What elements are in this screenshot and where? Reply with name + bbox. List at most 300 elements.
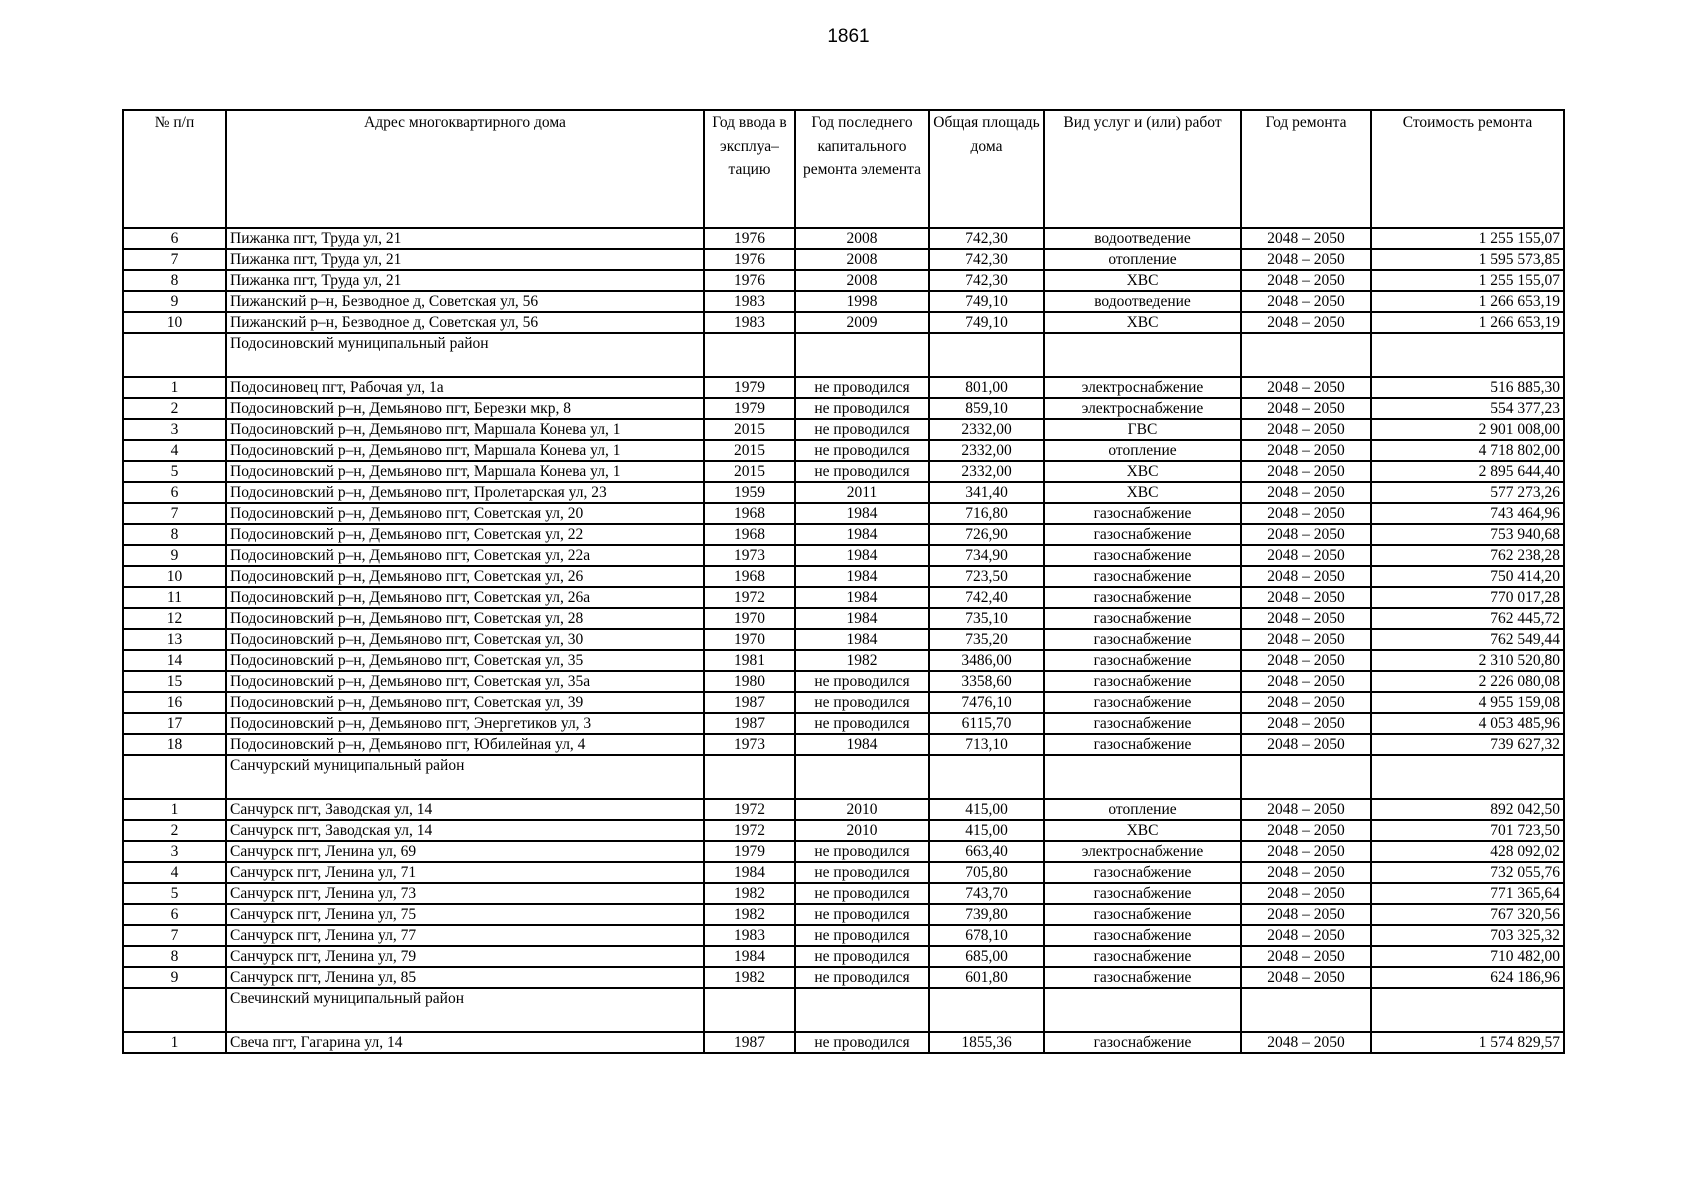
cell-area: 749,10 bbox=[929, 312, 1044, 333]
table-row bbox=[123, 587, 1564, 608]
cell-cost: 701 723,50 bbox=[1371, 820, 1564, 841]
cell-address: Санчурск пгт, Заводская ул, 14 bbox=[226, 799, 704, 820]
cell-period: 2048 – 2050 bbox=[1241, 545, 1371, 566]
cell-area: 749,10 bbox=[929, 291, 1044, 312]
table-row bbox=[123, 820, 1564, 841]
cell-address: Санчурск пгт, Ленина ул, 73 bbox=[226, 883, 704, 904]
cell-address: Подосиновский р–н, Демьяново пгт, Советская ул, 30 bbox=[226, 629, 704, 650]
cell-num: 9 bbox=[123, 967, 226, 988]
cell-year-built: 1987 bbox=[704, 713, 795, 734]
cell-last-repair: 2008 bbox=[795, 270, 929, 291]
cell-num bbox=[123, 333, 226, 377]
header-address: Адрес многоквартирного дома bbox=[226, 110, 704, 228]
cell-num: 13 bbox=[123, 629, 226, 650]
cell-area: 341,40 bbox=[929, 482, 1044, 503]
cell-year-built: 2015 bbox=[704, 461, 795, 482]
table-row bbox=[123, 419, 1564, 440]
cell-num: 3 bbox=[123, 841, 226, 862]
cell-cost: 4 955 159,08 bbox=[1371, 692, 1564, 713]
cell-work: ХВС bbox=[1044, 312, 1241, 333]
table-row bbox=[123, 503, 1564, 524]
cell-num: 12 bbox=[123, 608, 226, 629]
cell-area: 735,10 bbox=[929, 608, 1044, 629]
cell-work: электроснабжение bbox=[1044, 398, 1241, 419]
cell-work: ХВС bbox=[1044, 820, 1241, 841]
cell-address: Санчурск пгт, Ленина ул, 85 bbox=[226, 967, 704, 988]
cell-work: ХВС bbox=[1044, 482, 1241, 503]
cell-year-built: 1976 bbox=[704, 228, 795, 249]
cell-area: 742,30 bbox=[929, 249, 1044, 270]
cell-last-repair: 2008 bbox=[795, 228, 929, 249]
cell-num: 7 bbox=[123, 503, 226, 524]
header-last-repair: Год последнего капитального ремонта элемента bbox=[795, 110, 929, 228]
cell-cost: 1 266 653,19 bbox=[1371, 312, 1564, 333]
cell-last-repair: 1984 bbox=[795, 545, 929, 566]
cell-num: 18 bbox=[123, 734, 226, 755]
cell-period: 2048 – 2050 bbox=[1241, 440, 1371, 461]
cell-year-built: 1982 bbox=[704, 883, 795, 904]
cell-cost: 762 238,28 bbox=[1371, 545, 1564, 566]
cell-work: газоснабжение bbox=[1044, 566, 1241, 587]
cell-area: 713,10 bbox=[929, 734, 1044, 755]
cell-area: 742,40 bbox=[929, 587, 1044, 608]
cell-period: 2048 – 2050 bbox=[1241, 419, 1371, 440]
cell-num: 11 bbox=[123, 587, 226, 608]
district-header-row bbox=[123, 988, 1564, 1032]
cell-period: 2048 – 2050 bbox=[1241, 291, 1371, 312]
cell-area: 2332,00 bbox=[929, 440, 1044, 461]
cell-num bbox=[123, 755, 226, 799]
table-row bbox=[123, 671, 1564, 692]
cell-year-built bbox=[704, 988, 795, 1032]
cell-address: Подосиновский р–н, Демьяново пгт, Советская ул, 22 bbox=[226, 524, 704, 545]
cell-address: Пижанка пгт, Труда ул, 21 bbox=[226, 228, 704, 249]
table-row bbox=[123, 862, 1564, 883]
cell-address: Подосиновский р–н, Демьяново пгт, Советская ул, 28 bbox=[226, 608, 704, 629]
cell-area: 734,90 bbox=[929, 545, 1044, 566]
table-row bbox=[123, 841, 1564, 862]
cell-work: отопление bbox=[1044, 440, 1241, 461]
cell-area: 2332,00 bbox=[929, 461, 1044, 482]
cell-period: 2048 – 2050 bbox=[1241, 904, 1371, 925]
cell-work: газоснабжение bbox=[1044, 608, 1241, 629]
cell-year-built: 1970 bbox=[704, 608, 795, 629]
cell-last-repair: 2011 bbox=[795, 482, 929, 503]
cell-year-built: 1979 bbox=[704, 377, 795, 398]
cell-last-repair: 1984 bbox=[795, 734, 929, 755]
cell-work: газоснабжение bbox=[1044, 1032, 1241, 1053]
cell-last-repair: не проводился bbox=[795, 862, 929, 883]
cell-last-repair bbox=[795, 333, 929, 377]
cell-period: 2048 – 2050 bbox=[1241, 249, 1371, 270]
table-row bbox=[123, 461, 1564, 482]
cell-period: 2048 – 2050 bbox=[1241, 312, 1371, 333]
cell-last-repair: 1982 bbox=[795, 650, 929, 671]
cell-address: Подосиновский р–н, Демьяново пгт, Березки мкр, 8 bbox=[226, 398, 704, 419]
cell-last-repair: не проводился bbox=[795, 904, 929, 925]
cell-area: 1855,36 bbox=[929, 1032, 1044, 1053]
header-area: Общая площадь дома bbox=[929, 110, 1044, 228]
table-row bbox=[123, 713, 1564, 734]
cell-year-built: 1982 bbox=[704, 904, 795, 925]
cell-area: 705,80 bbox=[929, 862, 1044, 883]
cell-address: Подосиновец пгт, Рабочая ул, 1а bbox=[226, 377, 704, 398]
cell-last-repair: не проводился bbox=[795, 461, 929, 482]
cell-last-repair: не проводился bbox=[795, 692, 929, 713]
cell-period: 2048 – 2050 bbox=[1241, 270, 1371, 291]
cell-year-built: 1968 bbox=[704, 524, 795, 545]
cell-num: 8 bbox=[123, 524, 226, 545]
cell-cost bbox=[1371, 755, 1564, 799]
cell-area bbox=[929, 988, 1044, 1032]
cell-address: Подосиновский р–н, Демьяново пгт, Советская ул, 20 bbox=[226, 503, 704, 524]
cell-period: 2048 – 2050 bbox=[1241, 650, 1371, 671]
table-row bbox=[123, 482, 1564, 503]
cell-num: 8 bbox=[123, 946, 226, 967]
table-row bbox=[123, 524, 1564, 545]
table-row bbox=[123, 650, 1564, 671]
cell-cost: 770 017,28 bbox=[1371, 587, 1564, 608]
cell-period: 2048 – 2050 bbox=[1241, 629, 1371, 650]
cell-last-repair: не проводился bbox=[795, 1032, 929, 1053]
cell-work: газоснабжение bbox=[1044, 692, 1241, 713]
table-row bbox=[123, 734, 1564, 755]
cell-work: газоснабжение bbox=[1044, 925, 1241, 946]
cell-area bbox=[929, 333, 1044, 377]
cell-work: газоснабжение bbox=[1044, 946, 1241, 967]
header-period: Год ремонта bbox=[1241, 110, 1371, 228]
cell-address: Пижанка пгт, Труда ул, 21 bbox=[226, 249, 704, 270]
cell-area: 663,40 bbox=[929, 841, 1044, 862]
cell-period bbox=[1241, 755, 1371, 799]
cell-num bbox=[123, 988, 226, 1032]
cell-num: 14 bbox=[123, 650, 226, 671]
table-row bbox=[123, 377, 1564, 398]
cell-work: газоснабжение bbox=[1044, 587, 1241, 608]
table-row bbox=[123, 291, 1564, 312]
cell-year-built: 1987 bbox=[704, 1032, 795, 1053]
cell-num: 2 bbox=[123, 398, 226, 419]
cell-num: 16 bbox=[123, 692, 226, 713]
cell-num: 7 bbox=[123, 249, 226, 270]
cell-year-built: 1984 bbox=[704, 946, 795, 967]
cell-num: 2 bbox=[123, 820, 226, 841]
cell-period bbox=[1241, 988, 1371, 1032]
cell-work: газоснабжение bbox=[1044, 713, 1241, 734]
cell-period: 2048 – 2050 bbox=[1241, 799, 1371, 820]
cell-area: 742,30 bbox=[929, 228, 1044, 249]
cell-address: Санчурск пгт, Ленина ул, 75 bbox=[226, 904, 704, 925]
cell-year-built: 2015 bbox=[704, 440, 795, 461]
table-row bbox=[123, 925, 1564, 946]
cell-address: Пижанский р–н, Безводное д, Советская ул, 56 bbox=[226, 291, 704, 312]
district-header-row bbox=[123, 333, 1564, 377]
cell-period: 2048 – 2050 bbox=[1241, 482, 1371, 503]
cell-address: Санчурск пгт, Ленина ул, 79 bbox=[226, 946, 704, 967]
cell-area bbox=[929, 755, 1044, 799]
table-row bbox=[123, 270, 1564, 291]
cell-address: Пижанский р–н, Безводное д, Советская ул, 56 bbox=[226, 312, 704, 333]
cell-last-repair: не проводился bbox=[795, 398, 929, 419]
cell-period: 2048 – 2050 bbox=[1241, 862, 1371, 883]
cell-cost: 732 055,76 bbox=[1371, 862, 1564, 883]
cell-work bbox=[1044, 988, 1241, 1032]
cell-cost: 767 320,56 bbox=[1371, 904, 1564, 925]
cell-work: газоснабжение bbox=[1044, 734, 1241, 755]
cell-num: 15 bbox=[123, 671, 226, 692]
cell-period: 2048 – 2050 bbox=[1241, 461, 1371, 482]
cell-work: газоснабжение bbox=[1044, 503, 1241, 524]
header-year-built: Год ввода в эксплуа– тацию bbox=[704, 110, 795, 228]
cell-last-repair: не проводился bbox=[795, 967, 929, 988]
table-row bbox=[123, 629, 1564, 650]
cell-area: 723,50 bbox=[929, 566, 1044, 587]
cell-address: Подосиновский р–н, Демьяново пгт, Советская ул, 26 bbox=[226, 566, 704, 587]
cell-last-repair: не проводился bbox=[795, 883, 929, 904]
cell-area: 716,80 bbox=[929, 503, 1044, 524]
cell-num: 5 bbox=[123, 883, 226, 904]
cell-work: газоснабжение bbox=[1044, 904, 1241, 925]
cell-period: 2048 – 2050 bbox=[1241, 713, 1371, 734]
cell-cost: 554 377,23 bbox=[1371, 398, 1564, 419]
cell-address: Подосиновский р–н, Демьяново пгт, Маршала Конева ул, 1 bbox=[226, 440, 704, 461]
table-row bbox=[123, 967, 1564, 988]
cell-period: 2048 – 2050 bbox=[1241, 228, 1371, 249]
cell-year-built bbox=[704, 755, 795, 799]
cell-last-repair: не проводился bbox=[795, 946, 929, 967]
cell-last-repair: 2009 bbox=[795, 312, 929, 333]
cell-num: 6 bbox=[123, 904, 226, 925]
cell-num: 4 bbox=[123, 862, 226, 883]
cell-work: ХВС bbox=[1044, 270, 1241, 291]
cell-period: 2048 – 2050 bbox=[1241, 671, 1371, 692]
cell-num: 17 bbox=[123, 713, 226, 734]
cell-address: Подосиновский р–н, Демьяново пгт, Советская ул, 39 bbox=[226, 692, 704, 713]
cell-cost: 1 595 573,85 bbox=[1371, 249, 1564, 270]
cell-year-built: 1987 bbox=[704, 692, 795, 713]
cell-year-built: 1972 bbox=[704, 587, 795, 608]
cell-work: газоснабжение bbox=[1044, 545, 1241, 566]
cell-area: 801,00 bbox=[929, 377, 1044, 398]
cell-work: водоотведение bbox=[1044, 291, 1241, 312]
cell-num: 1 bbox=[123, 799, 226, 820]
cell-work: электроснабжение bbox=[1044, 377, 1241, 398]
cell-last-repair: не проводился bbox=[795, 841, 929, 862]
cell-period: 2048 – 2050 bbox=[1241, 883, 1371, 904]
cell-year-built: 1976 bbox=[704, 249, 795, 270]
cell-num: 1 bbox=[123, 1032, 226, 1053]
cell-year-built: 1959 bbox=[704, 482, 795, 503]
cell-work: газоснабжение bbox=[1044, 671, 1241, 692]
table-row bbox=[123, 946, 1564, 967]
cell-area: 415,00 bbox=[929, 799, 1044, 820]
cell-area: 3486,00 bbox=[929, 650, 1044, 671]
cell-year-built: 1968 bbox=[704, 503, 795, 524]
cell-period: 2048 – 2050 bbox=[1241, 734, 1371, 755]
cell-address: Санчурск пгт, Заводская ул, 14 bbox=[226, 820, 704, 841]
cell-cost: 516 885,30 bbox=[1371, 377, 1564, 398]
cell-last-repair: 1984 bbox=[795, 503, 929, 524]
cell-cost: 4 718 802,00 bbox=[1371, 440, 1564, 461]
cell-year-built: 1983 bbox=[704, 312, 795, 333]
cell-work: отопление bbox=[1044, 249, 1241, 270]
cell-address: Подосиновский р–н, Демьяново пгт, Советская ул, 26а bbox=[226, 587, 704, 608]
cell-cost: 577 273,26 bbox=[1371, 482, 1564, 503]
table-row bbox=[123, 692, 1564, 713]
cell-year-built: 1979 bbox=[704, 841, 795, 862]
cell-year-built: 1980 bbox=[704, 671, 795, 692]
cell-year-built bbox=[704, 333, 795, 377]
table-row bbox=[123, 1032, 1564, 1053]
cell-period: 2048 – 2050 bbox=[1241, 524, 1371, 545]
cell-address: Подосиновский р–н, Демьяново пгт, Советская ул, 35а bbox=[226, 671, 704, 692]
header-cost: Стоимость ремонта bbox=[1371, 110, 1564, 228]
cell-period: 2048 – 2050 bbox=[1241, 925, 1371, 946]
cell-period: 2048 – 2050 bbox=[1241, 503, 1371, 524]
header-work: Вид услуг и (или) работ bbox=[1044, 110, 1241, 228]
cell-last-repair bbox=[795, 755, 929, 799]
district-name: Подосиновский муниципальный район bbox=[226, 333, 704, 377]
cell-last-repair: 1984 bbox=[795, 608, 929, 629]
table-row bbox=[123, 883, 1564, 904]
cell-address: Подосиновский р–н, Демьяново пгт, Маршала Конева ул, 1 bbox=[226, 419, 704, 440]
cell-cost: 892 042,50 bbox=[1371, 799, 1564, 820]
table-body bbox=[123, 228, 1564, 1053]
table-row bbox=[123, 312, 1564, 333]
cell-work: газоснабжение bbox=[1044, 629, 1241, 650]
cell-num: 10 bbox=[123, 566, 226, 587]
cell-area: 2332,00 bbox=[929, 419, 1044, 440]
cell-last-repair: 1984 bbox=[795, 629, 929, 650]
cell-cost bbox=[1371, 988, 1564, 1032]
district-header-row bbox=[123, 755, 1564, 799]
cell-last-repair: 1984 bbox=[795, 524, 929, 545]
cell-year-built: 1983 bbox=[704, 291, 795, 312]
cell-last-repair: не проводился bbox=[795, 925, 929, 946]
cell-last-repair: не проводился bbox=[795, 671, 929, 692]
cell-last-repair: 2010 bbox=[795, 799, 929, 820]
cell-address: Подосиновский р–н, Демьяново пгт, Юбилейная ул, 4 bbox=[226, 734, 704, 755]
table-row bbox=[123, 398, 1564, 419]
cell-work bbox=[1044, 755, 1241, 799]
cell-num: 4 bbox=[123, 440, 226, 461]
cell-cost: 1 255 155,07 bbox=[1371, 270, 1564, 291]
cell-cost: 739 627,32 bbox=[1371, 734, 1564, 755]
cell-last-repair: не проводился bbox=[795, 419, 929, 440]
cell-num: 9 bbox=[123, 545, 226, 566]
cell-cost: 771 365,64 bbox=[1371, 883, 1564, 904]
table-header-row bbox=[123, 110, 1564, 228]
cell-last-repair: 1984 bbox=[795, 587, 929, 608]
cell-num: 9 bbox=[123, 291, 226, 312]
cell-period: 2048 – 2050 bbox=[1241, 1032, 1371, 1053]
cell-last-repair: 2010 bbox=[795, 820, 929, 841]
cell-num: 8 bbox=[123, 270, 226, 291]
cell-cost: 624 186,96 bbox=[1371, 967, 1564, 988]
repair-registry-table bbox=[122, 109, 1565, 1054]
cell-period: 2048 – 2050 bbox=[1241, 587, 1371, 608]
cell-year-built: 1970 bbox=[704, 629, 795, 650]
cell-area: 742,30 bbox=[929, 270, 1044, 291]
cell-area: 743,70 bbox=[929, 883, 1044, 904]
cell-cost: 2 901 008,00 bbox=[1371, 419, 1564, 440]
table-row bbox=[123, 545, 1564, 566]
cell-cost: 2 226 080,08 bbox=[1371, 671, 1564, 692]
cell-cost: 762 445,72 bbox=[1371, 608, 1564, 629]
cell-num: 6 bbox=[123, 482, 226, 503]
cell-last-repair: не проводился bbox=[795, 377, 929, 398]
cell-last-repair: не проводился bbox=[795, 440, 929, 461]
cell-cost: 4 053 485,96 bbox=[1371, 713, 1564, 734]
cell-area: 6115,70 bbox=[929, 713, 1044, 734]
cell-num: 6 bbox=[123, 228, 226, 249]
cell-area: 735,20 bbox=[929, 629, 1044, 650]
cell-address: Подосиновский р–н, Демьяново пгт, Советская ул, 22а bbox=[226, 545, 704, 566]
cell-year-built: 1972 bbox=[704, 799, 795, 820]
cell-num: 3 bbox=[123, 419, 226, 440]
cell-num: 10 bbox=[123, 312, 226, 333]
table-row bbox=[123, 249, 1564, 270]
cell-period: 2048 – 2050 bbox=[1241, 608, 1371, 629]
cell-area: 3358,60 bbox=[929, 671, 1044, 692]
cell-address: Подосиновский р–н, Демьяново пгт, Маршала Конева ул, 1 bbox=[226, 461, 704, 482]
cell-area: 726,90 bbox=[929, 524, 1044, 545]
page-number: 1861 bbox=[827, 26, 870, 47]
cell-work: газоснабжение bbox=[1044, 862, 1241, 883]
cell-cost: 710 482,00 bbox=[1371, 946, 1564, 967]
district-name: Санчурский муниципальный район bbox=[226, 755, 704, 799]
cell-period: 2048 – 2050 bbox=[1241, 946, 1371, 967]
cell-area: 601,80 bbox=[929, 967, 1044, 988]
cell-year-built: 1968 bbox=[704, 566, 795, 587]
cell-work: газоснабжение bbox=[1044, 524, 1241, 545]
cell-address: Подосиновский р–н, Демьяново пгт, Пролетарская ул, 23 bbox=[226, 482, 704, 503]
table-row bbox=[123, 440, 1564, 461]
cell-period: 2048 – 2050 bbox=[1241, 967, 1371, 988]
cell-cost: 1 266 653,19 bbox=[1371, 291, 1564, 312]
cell-cost bbox=[1371, 333, 1564, 377]
cell-cost: 750 414,20 bbox=[1371, 566, 1564, 587]
cell-work: газоснабжение bbox=[1044, 967, 1241, 988]
cell-work: ХВС bbox=[1044, 461, 1241, 482]
table-row bbox=[123, 566, 1564, 587]
cell-last-repair: 1998 bbox=[795, 291, 929, 312]
cell-cost: 2 310 520,80 bbox=[1371, 650, 1564, 671]
cell-year-built: 1983 bbox=[704, 925, 795, 946]
cell-address: Санчурск пгт, Ленина ул, 77 bbox=[226, 925, 704, 946]
cell-year-built: 1984 bbox=[704, 862, 795, 883]
cell-work bbox=[1044, 333, 1241, 377]
cell-work: электроснабжение bbox=[1044, 841, 1241, 862]
cell-cost: 428 092,02 bbox=[1371, 841, 1564, 862]
cell-num: 7 bbox=[123, 925, 226, 946]
cell-last-repair: не проводился bbox=[795, 713, 929, 734]
cell-area: 415,00 bbox=[929, 820, 1044, 841]
cell-address: Подосиновский р–н, Демьяново пгт, Энергетиков ул, 3 bbox=[226, 713, 704, 734]
cell-year-built: 1972 bbox=[704, 820, 795, 841]
cell-work: газоснабжение bbox=[1044, 650, 1241, 671]
cell-cost: 2 895 644,40 bbox=[1371, 461, 1564, 482]
cell-area: 685,00 bbox=[929, 946, 1044, 967]
table-row bbox=[123, 904, 1564, 925]
cell-year-built: 1973 bbox=[704, 545, 795, 566]
cell-address: Пижанка пгт, Труда ул, 21 bbox=[226, 270, 704, 291]
cell-year-built: 1982 bbox=[704, 967, 795, 988]
district-name: Свечинский муниципальный район bbox=[226, 988, 704, 1032]
cell-num: 5 bbox=[123, 461, 226, 482]
cell-last-repair: 2008 bbox=[795, 249, 929, 270]
cell-period: 2048 – 2050 bbox=[1241, 566, 1371, 587]
